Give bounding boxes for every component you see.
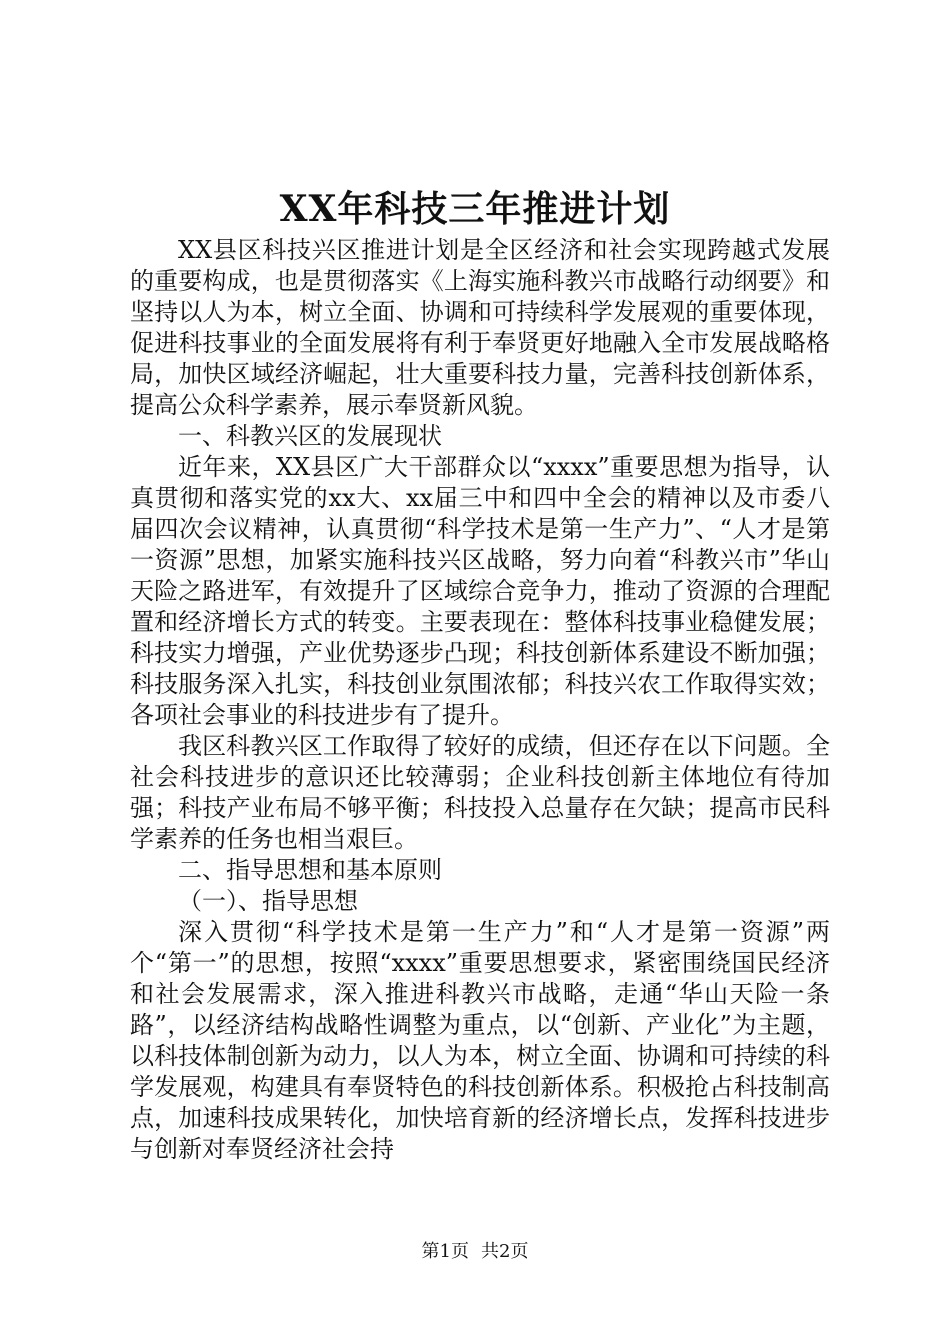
paragraph-status: 近年来，XX县区广大干部群众以“xxxx”重要思想为指导，认真贯彻和落实党的xx大、xx届三中和四中全会的精神以及市委八届四次会议精神，认真贯彻“科学技术是第一生产力”、“人才是第一资源”思想，加紧实施科技兴区战略，努力向着“科教兴市”华山天险之路进军，有效提升了区域综合竞争力，推动了资源的合理配置和经济增长方式的转变。主要表现在：整体科技事业稳健发展；科技实力增强，产业优势逐步凸现；科技创新体系建设不断加强；科技服务深入扎实，科技创业氛围浓郁；科技兴农工作取得实效；各项社会事业的科技进步有了提升。 [130,453,830,729]
section-heading-1: 一、科教兴区的发展现状 [178,422,442,450]
page-total: 共2页 [481,1241,529,1262]
page-footer [0,1238,950,1266]
paragraph-guiding-thought: 深入贯彻“科学技术是第一生产力”和“人才是第一资源”两个“第一”的思想，按照“xxxx”重要思想要求，紧密围绕国民经济和社会发展需求，深入推进科教兴市战略，走通“华山天险一条路”，以经济结构战略性调整为重点，以“创新、产业化”为主题，以科技体制创新为动力，以人为本，树立全面、协调和可持续的科学发展观，构建具有奉贤特色的科技创新体系。积极抢占科技制高点，加速科技成果转化，加快培育新的经济增长点，发挥科技进步与创新对奉贤经济社会持 [130,918,830,1163]
document-body [130,235,830,1165]
subsection-heading-1: （一）、指导思想 [178,887,358,915]
page-number: 第1页 [421,1241,469,1262]
document-title: XX年科技三年推进计划 [279,188,671,230]
section-heading-2: 二、指导思想和基本原则 [178,856,442,884]
paragraph-intro: XX县区科技兴区推进计划是全区经济和社会实现跨越式发展的重要构成，也是贯彻落实《上海实施科教兴市战略行动纲要》和坚持以人为本，树立全面、协调和可持续科学发展观的重要体现，促进科技事业的全面发展将有利于奉贤更好地融入全市发展战略格局，加快区域经济崛起，壮大重要科技力量，完善科技创新体系，提高公众科学素养，展示奉贤新风貌。 [130,236,830,419]
paragraph-problems: 我区科教兴区工作取得了较好的成绩，但还存在以下问题。全社会科技进步的意识还比较薄弱；企业科技创新主体地位有待加强；科技产业布局不够平衡；科技投入总量存在欠缺；提高市民科学素养的任务也相当艰巨。 [130,732,830,853]
